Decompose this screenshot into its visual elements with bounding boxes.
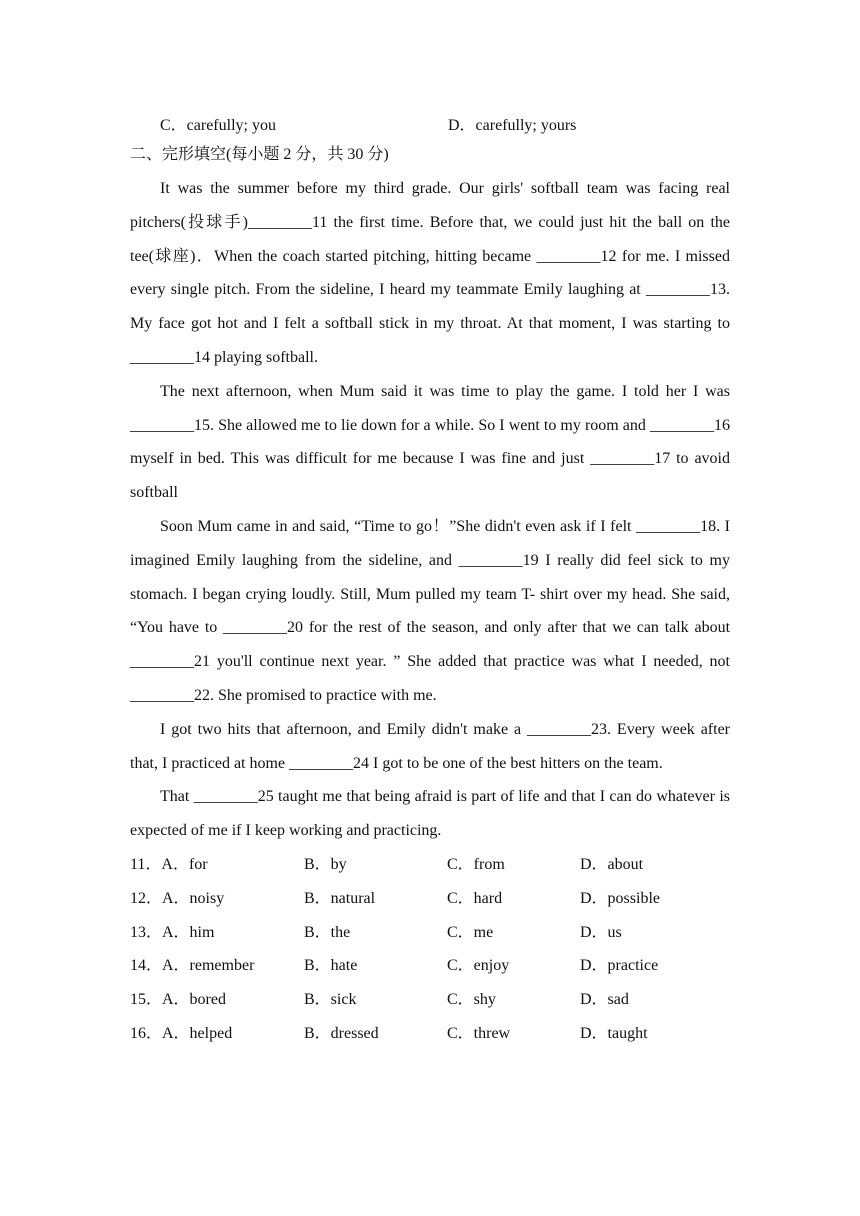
text-segment: 12 for me. I missed every single pitch. From the sideline, I heard my teammate Emily laughing at xyxy=(130,247,730,299)
option-c: C．from xyxy=(447,855,505,873)
text-segment: 21 you'll continue next year. ” She added that practice was what I needed, not xyxy=(194,653,730,671)
passage-paragraph xyxy=(130,713,730,781)
option-c: C．enjoy xyxy=(447,957,510,975)
option-d: D．carefully; yours xyxy=(448,117,577,134)
option-c: C．shy xyxy=(447,991,496,1009)
option-d: D．practice xyxy=(580,957,659,975)
option-b: B．sick xyxy=(304,991,357,1009)
text-segment: I got two hits that afternoon, and Emily didn't make a xyxy=(160,720,527,738)
option-d: D．possible xyxy=(580,889,661,907)
option-b: B．the xyxy=(304,923,351,941)
answer-blank xyxy=(130,349,194,366)
option-d: D．sad xyxy=(580,991,629,1009)
question-options-list xyxy=(130,848,730,1051)
text-segment: 23. Every week after that, I practiced at home xyxy=(130,720,731,772)
text-segment: 11 the first time. Before that, we could just hit the ball on the tee(球座)．When the coach started pitching, hitting became xyxy=(130,213,731,265)
option-d: D．about xyxy=(580,855,644,873)
section-heading: 二、完形填空(每小题 2 分，共 30 分) xyxy=(130,146,389,163)
text-segment: 14 playing softball. xyxy=(194,348,318,366)
passage-paragraph xyxy=(130,172,730,375)
answer-blank xyxy=(636,518,700,535)
option-c: C．hard xyxy=(447,889,503,907)
answer-blank xyxy=(223,619,287,636)
text-segment: 22. She promised to practice with me. xyxy=(194,686,437,704)
text-segment: 18. I imagined Emily laughing from the sideline, and xyxy=(130,517,730,569)
question-row-13 xyxy=(130,916,730,950)
answer-blank xyxy=(130,687,194,704)
answer-blank xyxy=(130,417,194,434)
passage-paragraph xyxy=(130,780,730,848)
text-segment: 20 for the rest of the season, and only after that we can talk about xyxy=(287,619,731,637)
answer-blank xyxy=(459,552,523,569)
answer-blank xyxy=(248,214,312,231)
text-segment: The next afternoon, when Mum said it was time to play the game. I told her I was xyxy=(160,382,730,400)
passage-paragraph xyxy=(130,510,730,713)
answer-blank xyxy=(646,281,710,298)
text-segment: It was the summer before my third grade. Our girls' softball team was facing real pitchers(投球手) xyxy=(130,180,730,231)
text-segment: That xyxy=(160,788,194,806)
option-b: B．by xyxy=(304,855,347,873)
option-c: C．me xyxy=(447,923,494,941)
option-a: 15．A．bored xyxy=(130,991,226,1009)
passage-paragraph xyxy=(130,375,730,510)
text-segment: 15. She allowed me to lie down for a while. So I went to my room and xyxy=(194,416,650,434)
text-segment: Soon Mum came in and said, “Time to go！”She didn't even ask if I felt xyxy=(160,517,637,535)
question-row-14 xyxy=(130,949,730,983)
question-row-11 xyxy=(130,848,730,882)
option-b: B．hate xyxy=(304,957,358,975)
answer-blank xyxy=(194,788,258,805)
exam-page xyxy=(130,106,730,1051)
option-a: 13．A．him xyxy=(130,923,215,941)
previous-question-options xyxy=(130,106,730,138)
option-a: 12．A．noisy xyxy=(130,889,225,907)
option-d: D．us xyxy=(580,923,622,941)
answer-blank xyxy=(130,653,194,670)
answer-blank xyxy=(527,721,591,738)
question-row-15 xyxy=(130,983,730,1017)
option-c: C．threw xyxy=(447,1024,511,1042)
option-b: B．natural xyxy=(304,889,376,907)
text-segment: 17 to avoid softball xyxy=(130,450,730,502)
option-d: D．taught xyxy=(580,1024,648,1042)
option-a: 11．A．for xyxy=(130,855,208,873)
option-a: 16．A．helped xyxy=(130,1024,233,1042)
answer-blank xyxy=(650,417,714,434)
text-segment: 24 I got to be one of the best hitters on the team. xyxy=(353,754,663,772)
cloze-passage xyxy=(130,172,730,848)
question-row-12 xyxy=(130,882,730,916)
option-c: C．carefully; you xyxy=(160,117,276,134)
text-segment: 16 myself in bed. This was difficult for me because I was fine and just xyxy=(130,416,730,468)
answer-blank xyxy=(537,248,601,265)
answer-blank xyxy=(590,450,654,467)
answer-blank xyxy=(289,755,353,772)
option-a: 14．A．remember xyxy=(130,957,255,975)
text-segment: 25 taught me that being afraid is part of life and that I can do whatever is expected of me if I keep working and practicing. xyxy=(130,788,730,840)
text-segment: 13. My face got hot and I felt a softball stick in my throat. At that moment, I was starting to xyxy=(130,281,730,333)
option-b: B．dressed xyxy=(304,1024,379,1042)
question-row-16 xyxy=(130,1017,730,1051)
text-segment: 19 I really did feel sick to my stomach. I began crying loudly. Still, Mum pulled my team T- shirt over my head. She said, “You have to xyxy=(130,551,730,637)
